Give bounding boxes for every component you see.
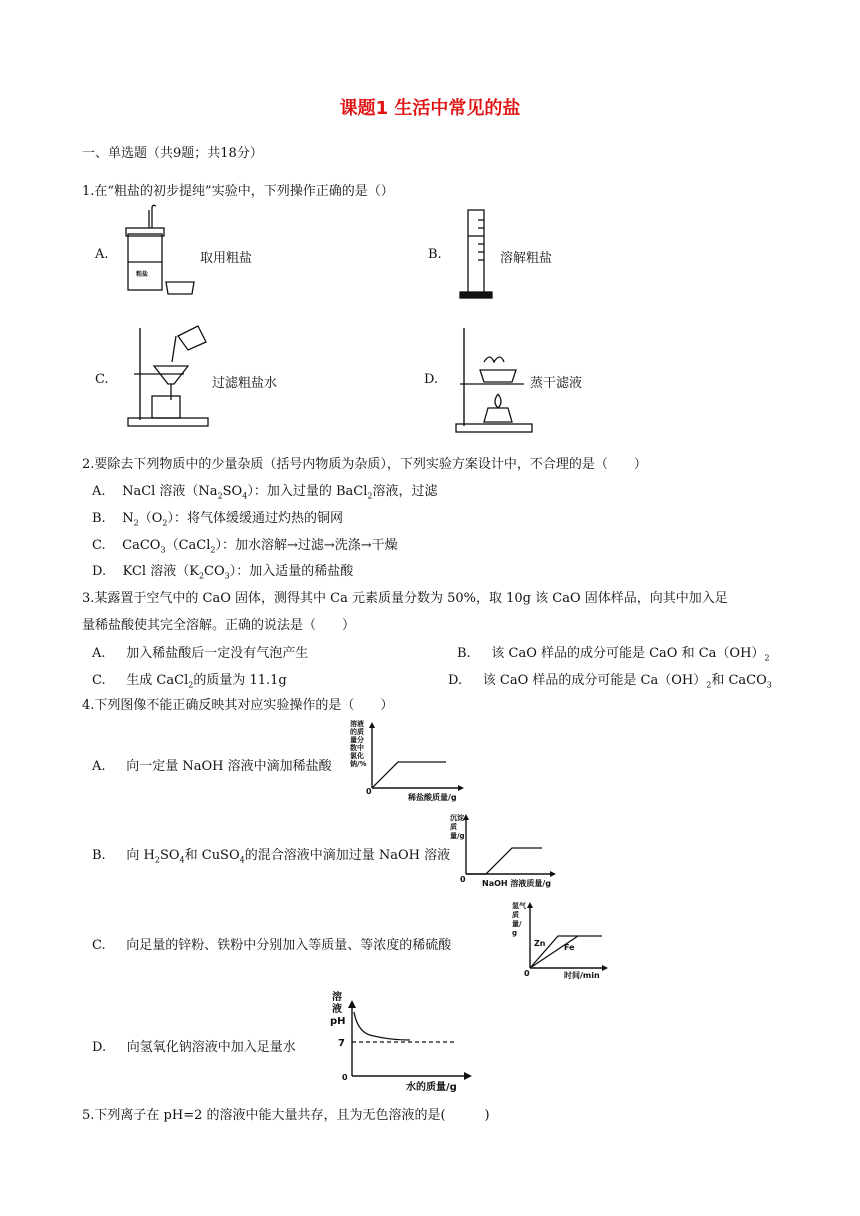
graduated-cylinder-illustration <box>456 206 496 302</box>
q3-b-text1: 该 CaO 样品的成分可能是 CaO 和 Ca（OH） <box>491 646 765 661</box>
q4-option-a[interactable] <box>92 755 332 774</box>
evaporation-apparatus-illustration <box>452 322 536 434</box>
q2-b-text3: ）：将气体缓缓通过灼热的铜网 <box>167 511 343 526</box>
q4-d-text: 向氢氧化钠溶液中加入足量水 <box>126 1040 296 1055</box>
q2-c-text2: （CaCl <box>165 538 211 553</box>
q1-option-c-letter[interactable]: C. <box>95 372 109 387</box>
graph-d-seven: 7 <box>338 1038 345 1049</box>
graph-a-nacl-mass-fraction <box>350 720 470 802</box>
graph-c-zn-label: Zn <box>534 939 546 948</box>
question-3-stem-line1: 3.某露置于空气中的 CaO 固体，测得其中 Ca 元素质量分数为 50%，取 10g 该 CaO 固体样品，向其中加入足 <box>82 591 728 606</box>
q2-option-a[interactable] <box>92 480 437 501</box>
graph-d-ylabel-2: 液 <box>332 1004 342 1015</box>
q2-option-d[interactable] <box>92 560 353 581</box>
q2-b-text1: N <box>122 511 134 526</box>
q4-b-text4: 的混合溶液中滴加过量 NaOH 溶液 <box>244 848 451 863</box>
q2-b-letter: B. <box>92 511 106 526</box>
q2-c-sub2: 2 <box>210 545 216 555</box>
q2-a-text1: NaCl 溶液（Na <box>122 484 218 499</box>
q1-option-b-text: 溶解粗盐 <box>500 251 553 266</box>
q2-d-text1: KCl 溶液（K <box>122 564 199 579</box>
q1-option-a-text: 取用粗盐 <box>200 251 253 266</box>
graph-d-ylabel-1: 溶 <box>332 992 342 1003</box>
q4-b-sub2: 4 <box>179 855 185 865</box>
graph-b-origin: 0 <box>460 875 466 884</box>
q3-b-letter: B. <box>457 646 471 661</box>
q4-b-text1: 向 H <box>126 848 155 863</box>
q3-d-sub1: 2 <box>706 680 712 690</box>
graph-c-ylabel: 氢气质量/g <box>512 902 526 937</box>
question-2-stem: 2.要除去下列物质中的少量杂质（括号内物质为杂质），下列实验方案设计中，不合理的是（ ） <box>82 457 647 472</box>
q3-option-c[interactable] <box>92 669 287 690</box>
q2-a-sub1: 2 <box>217 491 223 501</box>
q2-a-text3: ）：加入过量的 BaCl <box>247 484 368 499</box>
graph-c-hydrogen-mass <box>512 900 612 982</box>
q4-b-sub1: 2 <box>154 855 160 865</box>
q1-option-a-letter[interactable]: A. <box>95 247 109 262</box>
page-title: 课题1 生活中常见的盐 <box>339 98 521 119</box>
q2-a-letter: A. <box>92 484 106 499</box>
q2-b-sub1: 2 <box>133 518 139 528</box>
graph-c-xlabel: 时间/min <box>564 971 600 980</box>
question-4-stem: 4.下列图像不能正确反映其对应实验操作的是（ ） <box>82 698 394 713</box>
q2-b-sub2: 2 <box>162 518 168 528</box>
q4-option-b[interactable] <box>92 844 450 865</box>
q1-option-c-text: 过滤粗盐水 <box>212 376 278 391</box>
q1-option-d-text: 蒸干滤液 <box>530 376 583 391</box>
graph-b-ylabel: 沉淀质量/g <box>450 814 465 840</box>
q2-option-c[interactable] <box>92 534 398 555</box>
graph-d-ylabel-3: pH <box>330 1016 346 1027</box>
graph-a-origin: 0 <box>366 787 372 796</box>
graph-b-xlabel: NaOH 溶液质量/g <box>482 879 552 888</box>
filtration-apparatus-illustration <box>118 322 214 430</box>
q2-a-text2: SO <box>222 484 243 499</box>
q4-option-c[interactable] <box>92 934 451 953</box>
q4-d-letter: D. <box>92 1040 107 1055</box>
q2-a-sub2: 4 <box>242 491 248 501</box>
q2-c-sub1: 3 <box>160 545 166 555</box>
q2-a-sub3: 2 <box>367 491 373 501</box>
graph-c-fe-label: Fe <box>564 943 575 952</box>
q2-b-text2: （O <box>138 511 163 526</box>
q2-c-text1: CaCO <box>122 538 161 553</box>
q2-option-b[interactable] <box>92 507 343 528</box>
crude-salt-jar-illustration <box>122 204 202 300</box>
graph-a-ylabel: 溶液的质量分数中氯化钠/% <box>350 720 367 768</box>
q3-d-letter: D. <box>448 673 463 688</box>
q3-option-a[interactable] <box>92 642 308 661</box>
q3-d-sub2: 3 <box>766 680 772 690</box>
svg-text:粗盐: 粗盐 <box>136 271 149 278</box>
q4-b-letter: B. <box>92 848 106 863</box>
q3-option-b[interactable] <box>457 642 770 663</box>
graph-c-origin: 0 <box>524 969 530 978</box>
q2-d-text2: CO <box>204 564 225 579</box>
q3-c-text2: 的质量为 11.1g <box>193 673 287 688</box>
q3-a-letter: A. <box>92 646 106 661</box>
section-heading: 一、单选题（共9题；共18分） <box>82 146 263 161</box>
graph-d-origin: 0 <box>342 1073 348 1082</box>
q2-d-text3: ）：加入适量的稀盐酸 <box>229 564 354 579</box>
q3-a-text: 加入稀盐酸后一定没有气泡产生 <box>126 646 309 661</box>
q3-b-sub1: 2 <box>764 653 770 663</box>
graph-b-precipitate-mass <box>452 812 562 888</box>
question-5-stem: 5.下列离子在 pH=2 的溶液中能大量共存，且为无色溶液的是( ) <box>82 1108 490 1123</box>
question-3-stem-line2: 量稀盐酸使其完全溶解。正确的说法是（ ） <box>82 618 356 633</box>
q2-d-sub1: 2 <box>198 571 205 581</box>
q2-c-letter: C. <box>92 538 106 553</box>
q3-option-d[interactable] <box>448 669 772 690</box>
graph-d-xlabel: 水的质量/g <box>406 1082 457 1093</box>
question-1-stem: 1.在“粗盐的初步提纯”实验中，下列操作正确的是（） <box>82 184 394 199</box>
q4-b-text2: SO <box>159 848 180 863</box>
q2-d-sub2: 3 <box>224 571 230 581</box>
q4-option-d[interactable] <box>92 1036 296 1055</box>
q3-c-sub1: 2 <box>188 680 194 690</box>
q4-c-text: 向足量的锌粉、铁粉中分别加入等质量、等浓度的稀硫酸 <box>126 938 452 953</box>
q2-a-text4: 溶液，过滤 <box>372 484 438 499</box>
q4-b-text3: 和 CuSO <box>184 848 240 863</box>
q3-c-text1: 生成 CaCl <box>126 673 189 688</box>
q3-d-text1: 该 CaO 样品的成分可能是 Ca（OH） <box>482 673 707 688</box>
q3-d-text2: 和 CaCO <box>711 673 767 688</box>
q2-c-text3: ）：加水溶解→过滤→洗涤→干燥 <box>215 538 398 553</box>
graph-d-solution-ph <box>324 988 474 1094</box>
q4-b-sub3: 4 <box>239 855 245 865</box>
q4-c-letter: C. <box>92 938 106 953</box>
q4-a-text: 向一定量 NaOH 溶液中滴加稀盐酸 <box>126 759 332 774</box>
q2-d-letter: D. <box>92 564 107 579</box>
q1-option-b-letter[interactable]: B. <box>428 247 442 262</box>
q4-a-letter: A. <box>92 759 106 774</box>
q3-c-letter: C. <box>92 673 106 688</box>
q1-option-d-letter[interactable]: D. <box>424 372 439 387</box>
graph-a-xlabel: 稀盐酸质量/g <box>408 793 457 802</box>
